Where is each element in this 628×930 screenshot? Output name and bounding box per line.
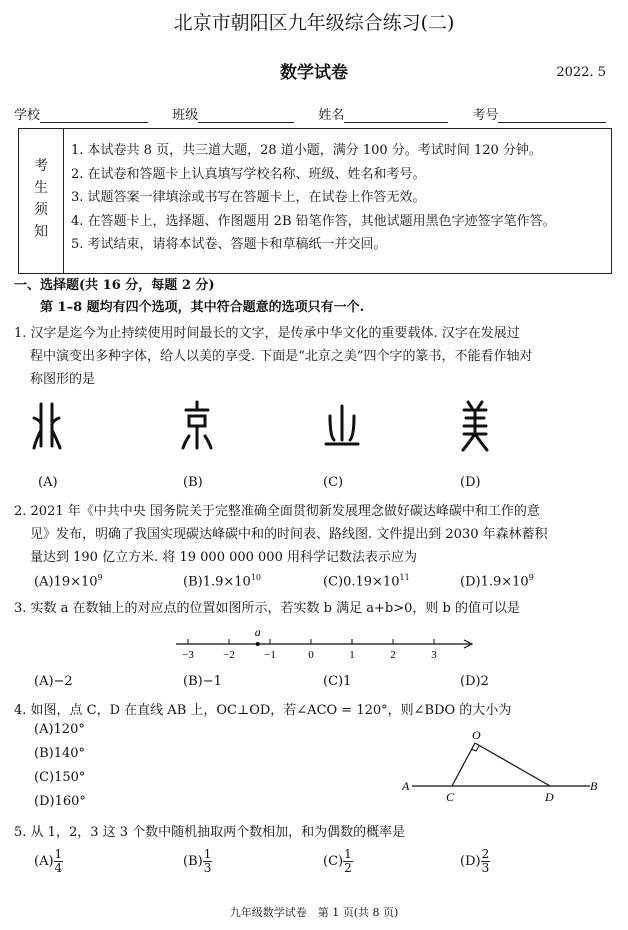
q1-line: 程中演变出多种字体，给人以美的享受. 下面是“北京之美”四个字的篆书，不能看作轴对 (30, 349, 533, 364)
q5-text: 5. 从 1，2，3 这 3 个数中随机抽取两个数相加，和为偶数的概率是 (14, 825, 406, 840)
section-heading: 一、选择题(共 16 分，每题 2 分) (14, 278, 215, 293)
q4-text: 4. 如图，点 C，D 在直线 AB 上，OC⊥OD，若∠ACO = 120°，则∠BDO 的大小为 (14, 703, 512, 718)
q2-option-c[interactable]: $(C)0.19\times 10^{11}$ (323, 573, 410, 590)
q5-option-c[interactable]: (C) $\frac{1}{2}$ (323, 847, 352, 875)
info-fields (14, 104, 606, 123)
q2-option-d[interactable]: $(D)1.9\times 10^9$ (460, 573, 534, 590)
class-blank[interactable] (198, 108, 294, 123)
number-line-point (256, 642, 260, 646)
q5-option-d[interactable]: (D) $\frac{2}{3}$ (460, 847, 490, 875)
q4-option-c[interactable]: (C)150° (34, 770, 86, 785)
segment-od (475, 743, 550, 786)
class-label: 班级 (172, 108, 199, 123)
seal-glyph-zhi-icon (322, 400, 362, 452)
q1-option-a[interactable]: (A) (38, 475, 58, 490)
notice-item: 3. 试题答案一律填涂或书写在答题卡上，在试卷上作答无效。 (71, 190, 426, 205)
school-blank[interactable] (40, 108, 148, 123)
exam-title: 北京市朝阳区九年级综合练习(二) (173, 12, 455, 34)
number-line-tick-label: 0 (308, 649, 314, 661)
notice-side-label: 考 生 须 知 (19, 129, 64, 273)
exam-id-blank[interactable] (498, 108, 606, 123)
exam-date: 2022. 5 (556, 65, 606, 80)
q2-line: 2. 2021 年《中共中央 国务院关于完整准确全面贯彻新发展理念做好碳达峰碳中和工作的意 (14, 504, 540, 519)
label-c: C (446, 790, 455, 804)
name-blank[interactable] (344, 108, 448, 123)
q4-geometry-figure (400, 726, 610, 806)
number-line-point-label: a (254, 626, 261, 639)
section-instruction: 第 1–8 题均有四个选项，其中符合题意的选项只有一个. (40, 300, 365, 315)
q3-option-d[interactable]: (D)2 (460, 674, 489, 689)
seal-glyph-jing-icon (180, 400, 214, 452)
q1-option-b[interactable]: (B) (183, 475, 203, 490)
notice-item: 2. 在试卷和答题卡上认真填写学校名称、班级、姓名和考号。 (71, 166, 426, 182)
label-a: A (402, 779, 410, 793)
q2-line: 量达到 190 亿立方米. 将 19 000 000 000 用科学记数法表示应为 (30, 550, 417, 565)
notice-item: 4. 在答题卡上，选择题、作图题用 2B 铅笔作答，其他试题用黑色字迹签字笔作答。 (71, 213, 556, 229)
q2-option-a[interactable]: $(A)19\times 10^9$ (34, 573, 103, 590)
exam-id-label: 考号 (472, 108, 499, 123)
number-line-tick-label: 3 (431, 649, 437, 661)
label-b: B (590, 779, 598, 793)
q3-option-b[interactable]: (B)−1 (183, 674, 222, 689)
exam-subtitle: 数学试卷 (280, 63, 348, 83)
seal-glyph-mei-icon (460, 400, 490, 454)
school-label: 学校 (14, 108, 41, 123)
notice-box (18, 128, 612, 274)
label-o: O (472, 728, 481, 742)
q4-option-b[interactable]: (B)140° (34, 746, 86, 761)
q2-option-b[interactable]: $(B)1.9\times 10^{10}$ (183, 573, 261, 590)
number-line-tick-label: 2 (390, 649, 396, 661)
q1-option-c[interactable]: (C) (323, 475, 344, 490)
seal-glyph-bei-icon (32, 400, 62, 452)
notice-item: 1. 本试卷共 8 页，共三道大题，28 道小题，满分 100 分。考试时间 120 分钟。 (71, 143, 542, 158)
q3-option-a[interactable]: (A)−2 (34, 674, 73, 689)
q1-line: 称图形的是 (30, 372, 96, 387)
number-line-tick-label: −3 (182, 649, 194, 661)
q1-option-d[interactable]: (D) (460, 475, 481, 490)
number-line-tick-label: −1 (264, 649, 276, 661)
page-footer: 九年级数学试卷 第 1 页(共 8 页) (229, 906, 399, 919)
q5-option-a[interactable]: (A) $\frac{1}{4}$ (34, 847, 63, 875)
number-line-tick-label: −2 (223, 649, 235, 661)
q3-option-c[interactable]: (C)1 (323, 674, 352, 689)
notice-item: 5. 考试结束，请将本试卷、答题卡和草稿纸一并交回。 (71, 237, 387, 252)
q2-line: 见》发布，明确了我国实现碳达峰碳中和的时间表、路线图. 文件提出到 2030 年森林蓄积 (30, 527, 548, 542)
q5-option-b[interactable]: (B) $\frac{1}{3}$ (183, 847, 212, 875)
q3-text: 3. 实数 a 在数轴上的对应点的位置如图所示，若实数 b 满足 a+b>0，则 b 的值可以是 (14, 601, 520, 616)
name-label: 姓名 (318, 108, 345, 123)
number-line-figure (160, 626, 480, 662)
number-line-tick-label: 1 (349, 649, 355, 661)
q4-option-d[interactable]: (D)160° (34, 794, 86, 809)
notice-items (71, 139, 556, 257)
label-d: D (545, 790, 554, 804)
q1-line: 1. 汉字是迄今为止持续使用时间最长的文字，是传承中华文化的重要载体. 汉字在发展过 (14, 326, 520, 341)
q4-option-a[interactable]: (A)120° (34, 722, 85, 737)
